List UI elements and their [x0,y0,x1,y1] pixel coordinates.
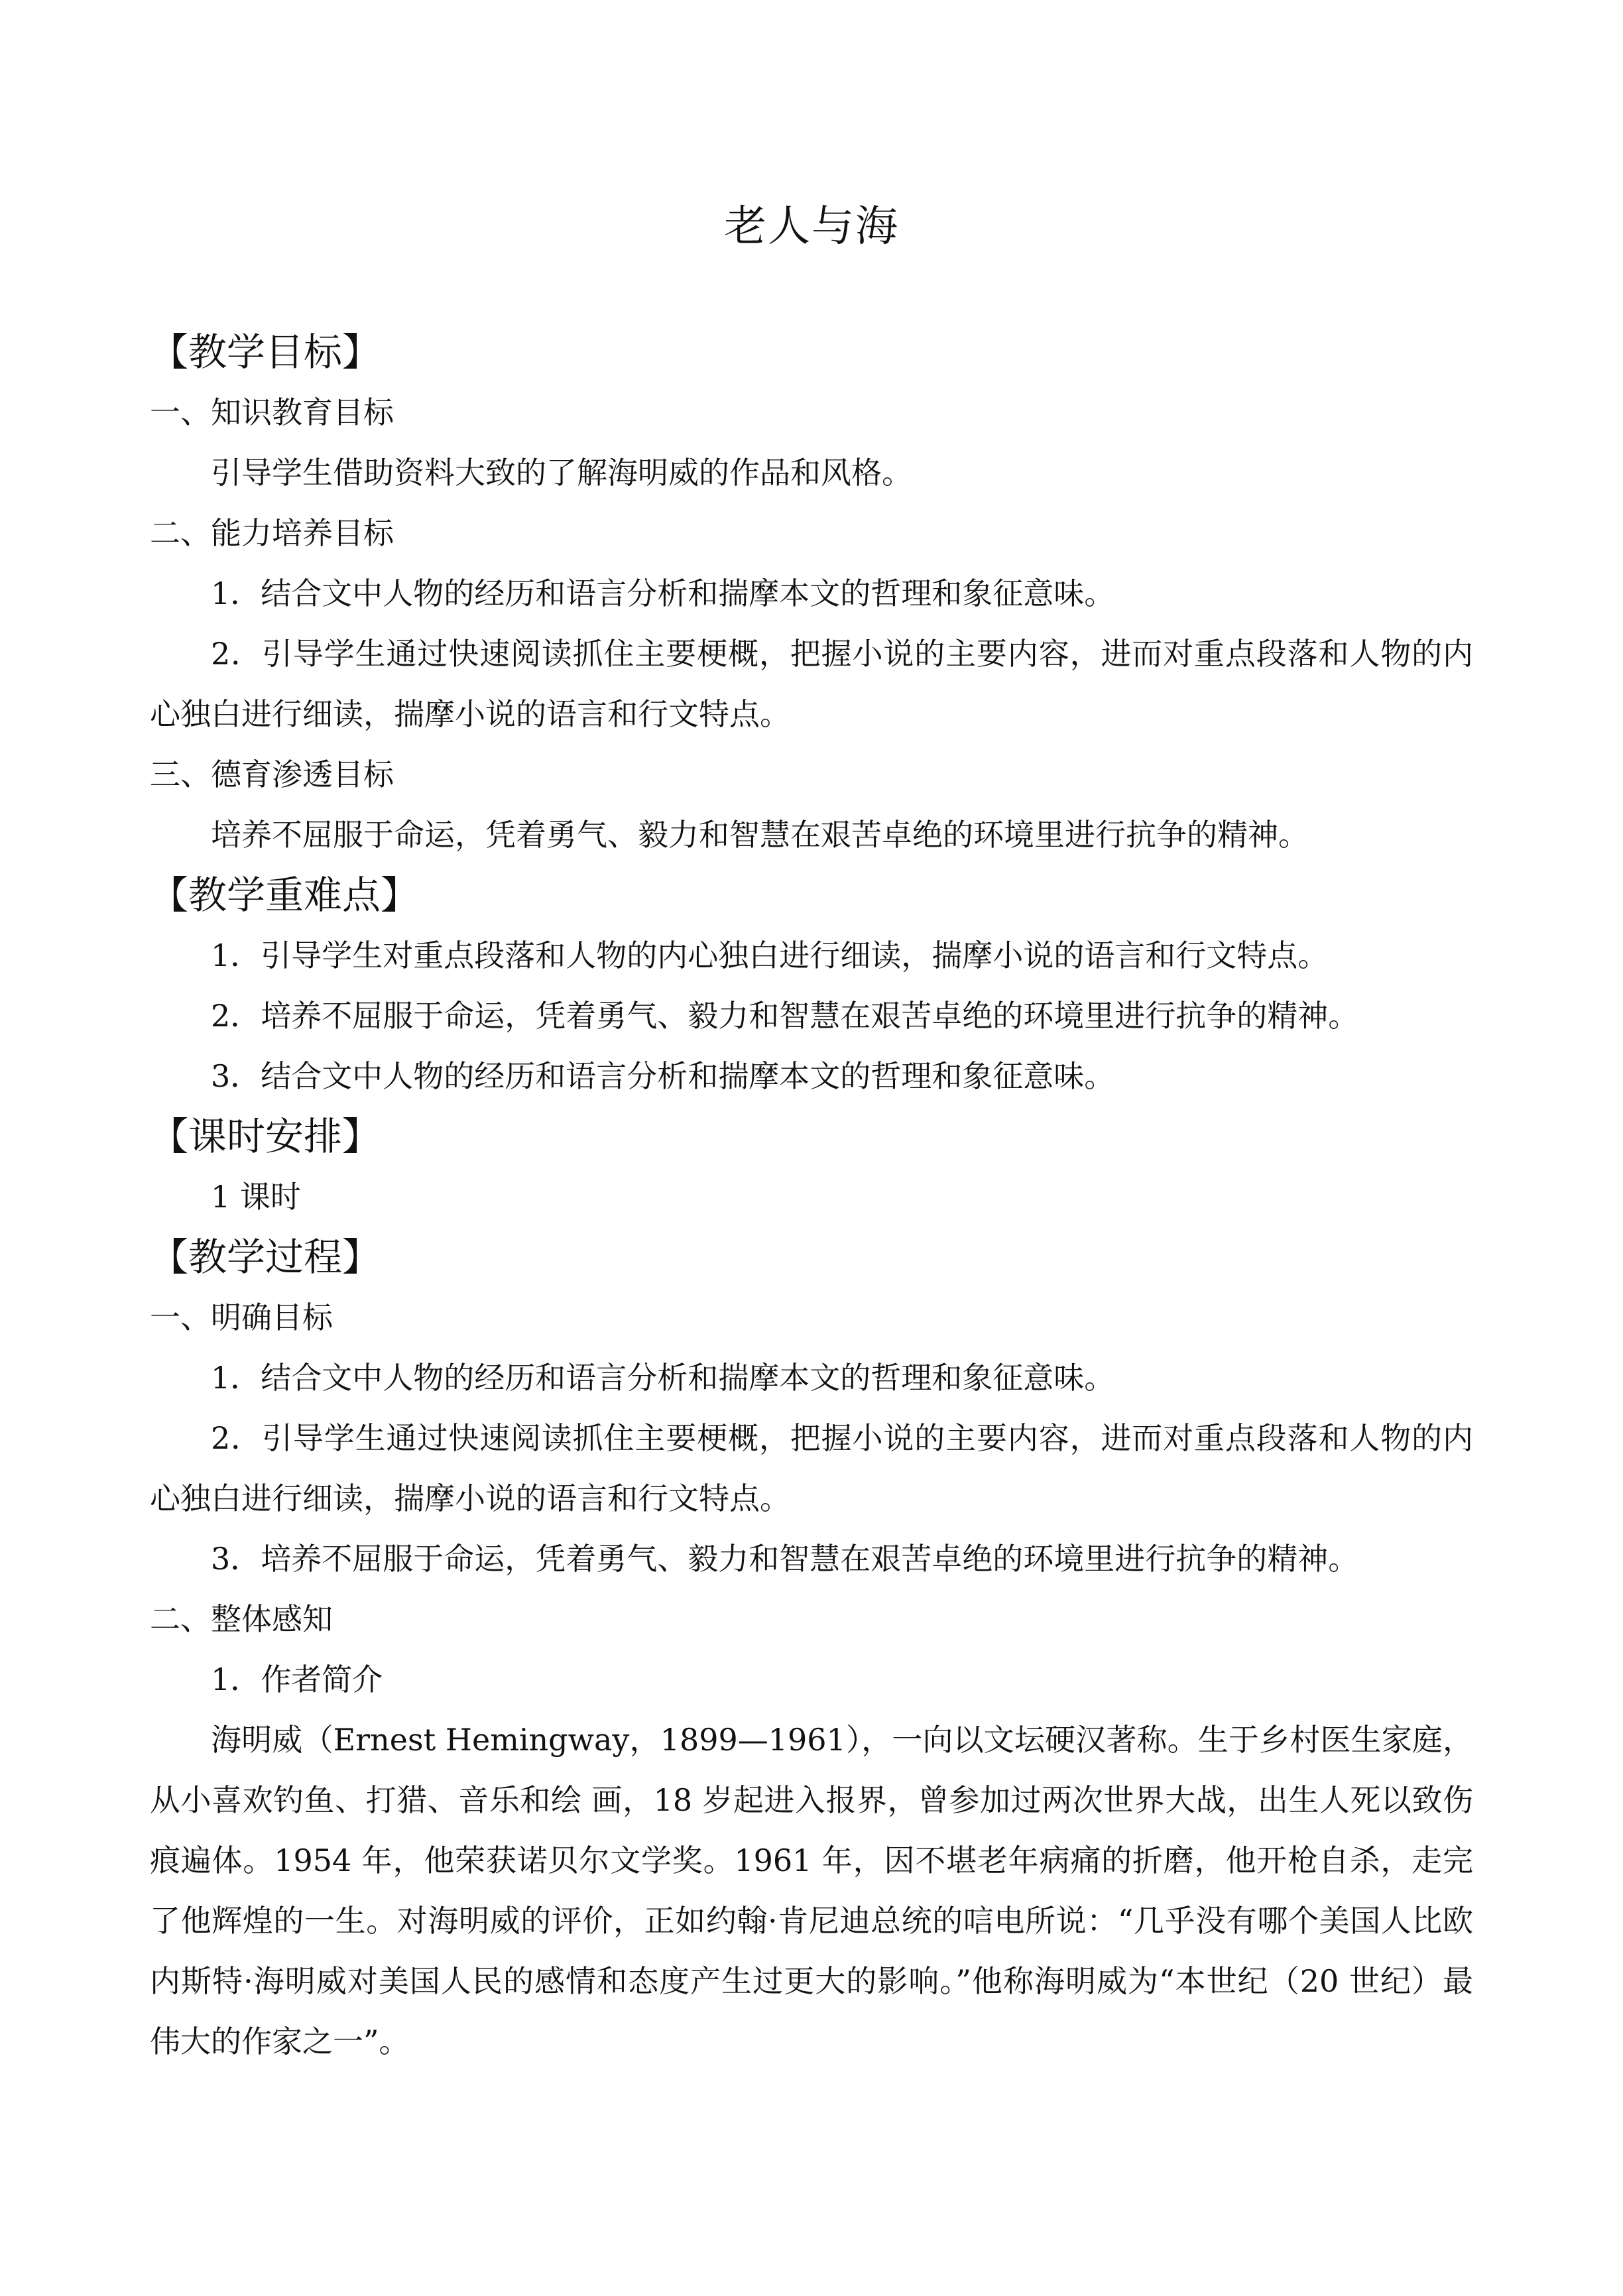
section-heading-key: 【教学重难点】 [150,873,420,918]
key-item-3: 3．结合文中人物的经历和语言分析和揣摩本文的哲理和象征意味。 [211,1058,1115,1094]
schedule-text: 1 课时 [211,1179,301,1215]
ability-item-2: 2．引导学生通过快速阅读抓住主要梗概，把握小说的主要内容，进而对重点段落和人物的内心独白进行细读，揣摩小说的语言和行文特点。 [150,636,1473,732]
subheading-clear-goals: 一、明确目标 [150,1299,333,1335]
subheading-knowledge: 一、知识教育目标 [150,394,394,430]
process-item-3: 3．培养不屈服于命运，凭着勇气、毅力和智慧在艰苦卓绝的环境里进行抗争的精神。 [211,1541,1359,1577]
subheading-ability: 二、能力培养目标 [150,515,394,551]
key-item-2: 2．培养不屈服于命运，凭着勇气、毅力和智慧在艰苦卓绝的环境里进行抗争的精神。 [211,998,1359,1034]
document-title: 老人与海 [724,202,899,251]
subheading-moral: 三、德育渗透目标 [150,756,394,792]
knowledge-text: 引导学生借助资料大致的了解海明威的作品和风格。 [211,455,912,491]
author-bio-paragraph: 海明威（Ernest Hemingway，1899—1961），一向以文坛硬汉著称。生于乡村医生家庭，从小喜欢钓鱼、打猎、音乐和绘 画，18 岁起进入报界，曾参加过两次世界大战，出生人死以致伤痕遍体。1954 年，他荣获诺贝尔文学奖。1961 年，因不堪老年病痛的折磨，他开枪自杀，走完了他辉煌的一生。对海明威的评价，正如约翰·肯尼迪总统的唁电所说：“几乎没有哪个美国人比欧内斯特·海明威对美国人民的感情和态度产生过更大的影响。”他称海明威为“本世纪（20 世纪）最伟大的作家之一”。 [150,1722,1473,2059]
section-heading-process: 【教学过程】 [150,1235,381,1280]
document-body [150,322,1473,2072]
ability-item-1: 1．结合文中人物的经历和语言分析和揣摩本文的哲理和象征意味。 [211,575,1115,611]
moral-text: 培养不屈服于命运，凭着勇气、毅力和智慧在艰苦卓绝的环境里进行抗争的精神。 [211,817,1309,853]
process-item-1: 1．结合文中人物的经历和语言分析和揣摩本文的哲理和象征意味。 [211,1360,1115,1396]
key-item-1: 1．引导学生对重点段落和人物的内心独白进行细读，揣摩小说的语言和行文特点。 [211,937,1329,973]
subheading-overall-perception: 二、整体感知 [150,1601,333,1637]
section-heading-goals: 【教学目标】 [150,330,381,375]
section-heading-schedule: 【课时安排】 [150,1114,381,1159]
process-item-2: 2．引导学生通过快速阅读抓住主要梗概，把握小说的主要内容，进而对重点段落和人物的内心独白进行细读，揣摩小说的语言和行文特点。 [150,1420,1473,1516]
subheading-author-intro: 1．作者简介 [211,1662,383,1697]
